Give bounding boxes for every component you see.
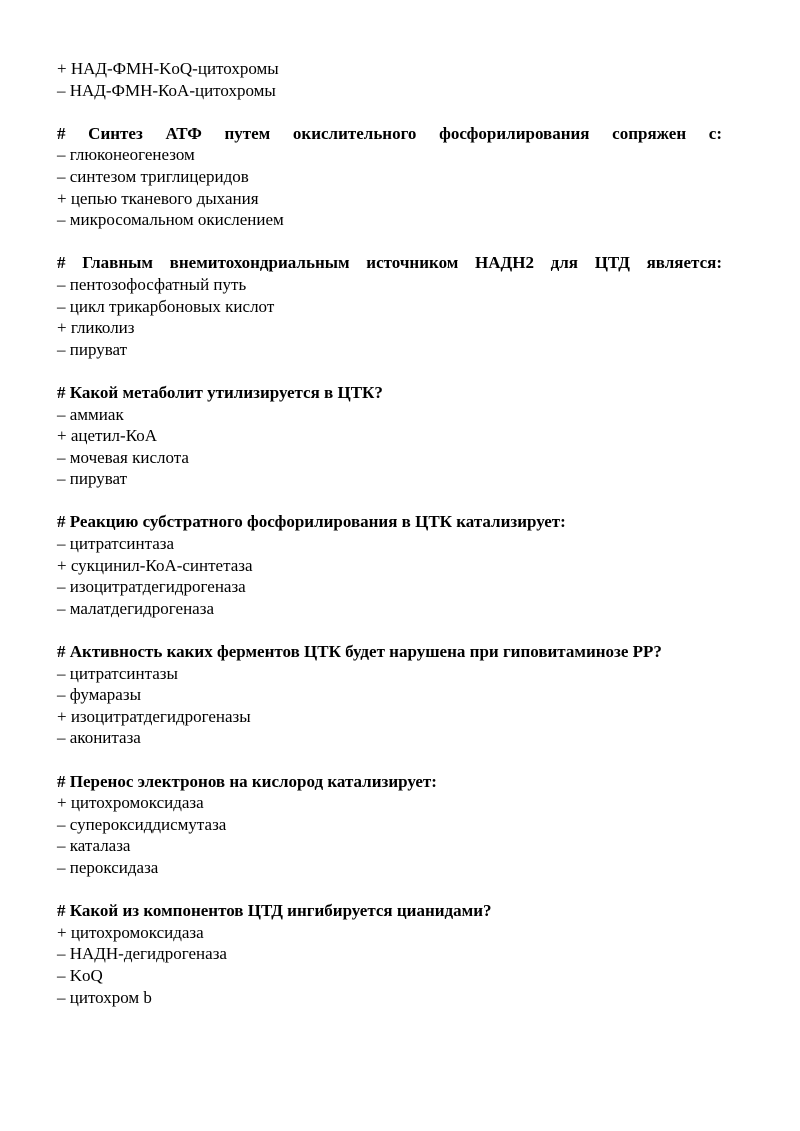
- answer-option: – каталаза: [57, 836, 131, 856]
- answer-option: – микросомальном окислением: [57, 210, 284, 230]
- answer-option: – изоцитратдегидрогеназа: [57, 577, 246, 597]
- answer-option: – НАДН-дегидрогеназа: [57, 944, 227, 964]
- question-block: [57, 252, 722, 360]
- answer-option: + гликолиз: [57, 318, 135, 338]
- answer-option: – НАД-ФМН-КоА-цитохромы: [57, 80, 276, 100]
- answer-option: + сукцинил-КоА-синтетаза: [57, 555, 253, 575]
- answer-option: – супероксиддисмутаза: [57, 814, 227, 834]
- question-text: # Активность каких ферментов ЦТК будет нарушена при гиповитаминозе РР?: [57, 642, 662, 662]
- answer-option: – цитратсинтаза: [57, 534, 175, 554]
- answer-option: – глюконеогенезом: [57, 145, 195, 165]
- answer-option: – пируват: [57, 469, 128, 489]
- answer-option: – цитохром b: [57, 987, 152, 1007]
- question-block: [57, 123, 722, 231]
- question-block: [57, 641, 722, 749]
- question-block: [57, 771, 722, 879]
- answer-option: – пентозофосфатный путь: [57, 274, 247, 294]
- question-text: # Реакцию субстратного фосфорилирования в ЦТК катализирует:: [57, 512, 566, 532]
- answer-option: – пируват: [57, 339, 128, 359]
- answer-option: + цитохромоксидаза: [57, 793, 204, 813]
- question-text: # Синтез АТФ путем окислительного фосфорилирования сопряжен с:: [57, 123, 722, 143]
- answer-option: – цикл трикарбоновых кислот: [57, 296, 275, 316]
- intro-answers: [57, 58, 722, 101]
- answer-option: – пероксидаза: [57, 857, 159, 877]
- question-block: [57, 900, 722, 1008]
- document-page: [57, 58, 722, 1008]
- answer-option: – синтезом триглицеридов: [57, 166, 249, 186]
- answer-option: – фумаразы: [57, 685, 141, 705]
- question-block: [57, 511, 722, 619]
- question-text: # Какой из компонентов ЦТД ингибируется цианидами?: [57, 901, 492, 921]
- question-block: [57, 382, 722, 490]
- answer-option: + цепью тканевого дыхания: [57, 188, 259, 208]
- answer-option: + НАД-ФМН-KoQ-цитохромы: [57, 59, 279, 78]
- answer-option: – малатдегидрогеназа: [57, 598, 214, 618]
- answer-option: + цитохромоксидаза: [57, 922, 204, 942]
- answer-option: – аконитаза: [57, 728, 141, 748]
- question-text: # Какой метаболит утилизируется в ЦТК?: [57, 382, 383, 402]
- answer-option: – KoQ: [57, 965, 103, 985]
- answer-option: – аммиак: [57, 404, 124, 424]
- answer-option: – цитратсинтазы: [57, 663, 178, 683]
- question-text: # Главным внемитохондриальным источником НАДН2 для ЦТД является:: [57, 253, 722, 273]
- question-text: # Перенос электронов на кислород катализирует:: [57, 771, 437, 791]
- answer-option: + изоцитратдегидрогеназы: [57, 706, 251, 726]
- answer-option: – мочевая кислота: [57, 447, 189, 467]
- answer-option: + ацетил-КоА: [57, 426, 157, 446]
